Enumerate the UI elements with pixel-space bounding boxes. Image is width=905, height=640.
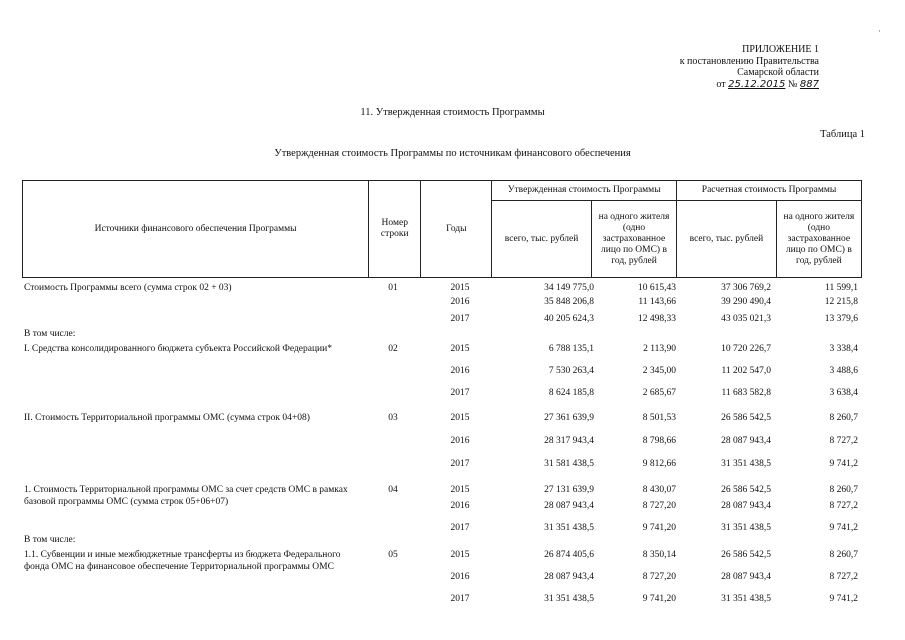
section-title: 11. Утвержденная стоимость Программы bbox=[360, 107, 545, 118]
date-prefix: от bbox=[716, 78, 726, 90]
value-cell: 26 586 542,5 bbox=[721, 485, 771, 495]
value-cell: 43 035 021,3 bbox=[721, 314, 771, 324]
value-cell: 31 351 438,5 bbox=[544, 594, 594, 604]
header-estimated-total: всего, тыс. рублей bbox=[677, 201, 777, 278]
value-cell: 28 087 943,4 bbox=[544, 572, 594, 582]
value-cell: 27 361 639,9 bbox=[544, 413, 594, 423]
value-cell: 13 379,6 bbox=[824, 314, 858, 324]
row-02-source: I. Средства консолидированного бюджета субъекта Российской Федерации* bbox=[24, 344, 332, 354]
value-cell: 9 741,2 bbox=[829, 459, 858, 469]
header-approved-total: всего, тыс. рублей bbox=[492, 201, 592, 278]
row-03-source: II. Стоимость Территориальной программы ОМС (сумма строк 04+08) bbox=[24, 413, 310, 423]
value-cell: 12 498,33 bbox=[638, 314, 676, 324]
corner-mark: · bbox=[878, 26, 881, 36]
year-cell: 2017 bbox=[450, 523, 470, 533]
value-cell: 26 586 542,5 bbox=[721, 550, 771, 560]
value-cell: 9 741,2 bbox=[829, 523, 858, 533]
value-cell: 8 727,2 bbox=[829, 501, 858, 511]
header-approved-per-resident: на одного жителя (одно застрахованное лицо по ОМС) в год, рублей bbox=[591, 201, 676, 278]
year-cell: 2016 bbox=[450, 366, 470, 376]
value-cell: 8 727,20 bbox=[642, 572, 676, 582]
value-cell: 3 338,4 bbox=[829, 344, 858, 354]
row-04-source: 1. Стоимость Территориальной программы ОМС за счет средств ОМС в рамках базовой программы ОМС (сумма строк 05+06+07) bbox=[24, 485, 348, 507]
header-years: Годы bbox=[421, 181, 492, 278]
header-approved: Утвержденная стоимость Программы bbox=[492, 181, 677, 201]
value-cell: 28 087 943,4 bbox=[721, 436, 771, 446]
value-cell: 3 488,6 bbox=[829, 366, 858, 376]
value-cell: 8 501,53 bbox=[642, 413, 676, 423]
value-cell: 31 351 438,5 bbox=[721, 594, 771, 604]
value-cell: 8 260,7 bbox=[829, 413, 858, 423]
table-title: Утвержденная стоимость Программы по источникам финансового обеспечения bbox=[274, 148, 631, 159]
value-cell: 8 624 185,8 bbox=[548, 388, 594, 398]
number-prefix: № bbox=[787, 78, 798, 90]
value-cell: 27 131 639,9 bbox=[544, 485, 594, 495]
value-cell: 2 113,90 bbox=[643, 344, 676, 354]
row-01-source: Стоимость Программы всего (сумма строк 02 + 03) bbox=[24, 283, 232, 293]
table-number: Таблица 1 bbox=[820, 129, 865, 140]
value-cell: 12 215,8 bbox=[824, 297, 858, 307]
value-cell: 10 615,43 bbox=[638, 283, 676, 293]
appendix-line2: к постановлению Правительства bbox=[679, 55, 819, 67]
value-cell: 31 351 438,5 bbox=[544, 523, 594, 533]
value-cell: 2 685,67 bbox=[642, 388, 676, 398]
value-cell: 28 087 943,4 bbox=[721, 572, 771, 582]
year-cell: 2017 bbox=[450, 594, 470, 604]
value-cell: 8 350,14 bbox=[642, 550, 676, 560]
year-cell: 2017 bbox=[450, 388, 470, 398]
value-cell: 8 260,7 bbox=[829, 550, 858, 560]
value-cell: 11 143,66 bbox=[638, 297, 676, 307]
in-that-label: В том числе: bbox=[24, 329, 76, 339]
row-05-number: 05 bbox=[388, 550, 398, 560]
value-cell: 40 205 624,3 bbox=[544, 314, 594, 324]
value-cell: 8 727,2 bbox=[829, 436, 858, 446]
row-05-source: 1.1. Субвенции и иные межбюджетные трансферты из бюджета Федерального фонда ОМС на финансовое обеспечение Территориальной программы ОМС bbox=[24, 550, 341, 572]
value-cell: 31 351 438,5 bbox=[721, 459, 771, 469]
value-cell: 8 727,2 bbox=[829, 572, 858, 582]
value-cell: 31 351 438,5 bbox=[721, 523, 771, 533]
year-cell: 2015 bbox=[450, 485, 470, 495]
value-cell: 34 149 775,0 bbox=[544, 283, 594, 293]
year-cell: 2016 bbox=[450, 436, 470, 446]
date-value: 25.12.2015 bbox=[728, 78, 786, 90]
value-cell: 11 202 547,0 bbox=[721, 366, 771, 376]
value-cell: 11 599,1 bbox=[825, 283, 858, 293]
header-line-number: Номер строки bbox=[369, 181, 421, 278]
value-cell: 8 727,20 bbox=[642, 501, 676, 511]
value-cell: 28 087 943,4 bbox=[721, 501, 771, 511]
value-cell: 8 260,7 bbox=[829, 485, 858, 495]
value-cell: 26 874 405,6 bbox=[544, 550, 594, 560]
row-02-number: 02 bbox=[388, 344, 398, 354]
value-cell: 10 720 226,7 bbox=[721, 344, 771, 354]
appendix-header bbox=[680, 44, 819, 90]
row-04-number: 04 bbox=[388, 485, 398, 495]
value-cell: 39 290 490,4 bbox=[721, 297, 771, 307]
value-cell: 8 798,66 bbox=[642, 436, 676, 446]
year-cell: 2016 bbox=[450, 572, 470, 582]
row-03-number: 03 bbox=[388, 413, 398, 423]
value-cell: 9 812,66 bbox=[642, 459, 676, 469]
value-cell: 28 087 943,4 bbox=[544, 501, 594, 511]
value-cell: 8 430,07 bbox=[642, 485, 676, 495]
year-cell: 2015 bbox=[450, 413, 470, 423]
value-cell: 9 741,2 bbox=[829, 594, 858, 604]
appendix-line3: Самарской области bbox=[737, 67, 819, 78]
year-cell: 2016 bbox=[450, 501, 470, 511]
value-cell: 2 345,00 bbox=[642, 366, 676, 376]
year-cell: 2017 bbox=[450, 314, 470, 324]
value-cell: 7 530 263,4 bbox=[548, 366, 594, 376]
header-estimated: Расчетная стоимость Программы bbox=[677, 181, 862, 201]
value-cell: 31 581 438,5 bbox=[544, 459, 594, 469]
value-cell: 6 788 135,1 bbox=[548, 344, 594, 354]
header-source: Источники финансового обеспечения Программы bbox=[23, 181, 369, 278]
value-cell: 3 638,4 bbox=[829, 388, 858, 398]
year-cell: 2015 bbox=[450, 550, 470, 560]
year-cell: 2015 bbox=[450, 344, 470, 354]
in-that-label: В том числе: bbox=[24, 535, 76, 545]
cost-table-header bbox=[22, 180, 862, 278]
appendix-title: ПРИЛОЖЕНИЕ 1 bbox=[742, 44, 819, 55]
value-cell: 26 586 542,5 bbox=[721, 413, 771, 423]
number-value: 887 bbox=[799, 78, 819, 90]
value-cell: 9 741,20 bbox=[642, 594, 676, 604]
value-cell: 11 683 582,8 bbox=[721, 388, 771, 398]
year-cell: 2015 bbox=[450, 283, 470, 293]
value-cell: 37 306 769,2 bbox=[721, 283, 771, 293]
row-01-number: 01 bbox=[388, 283, 398, 293]
value-cell: 28 317 943,4 bbox=[544, 436, 594, 446]
appendix-date-line bbox=[680, 79, 819, 91]
value-cell: 35 848 206,8 bbox=[544, 297, 594, 307]
header-estimated-per-resident: на одного жителя (одно застрахованное лицо по ОМС) в год, рублей bbox=[776, 201, 861, 278]
year-cell: 2016 bbox=[450, 297, 470, 307]
value-cell: 9 741,20 bbox=[642, 523, 676, 533]
year-cell: 2017 bbox=[450, 459, 470, 469]
